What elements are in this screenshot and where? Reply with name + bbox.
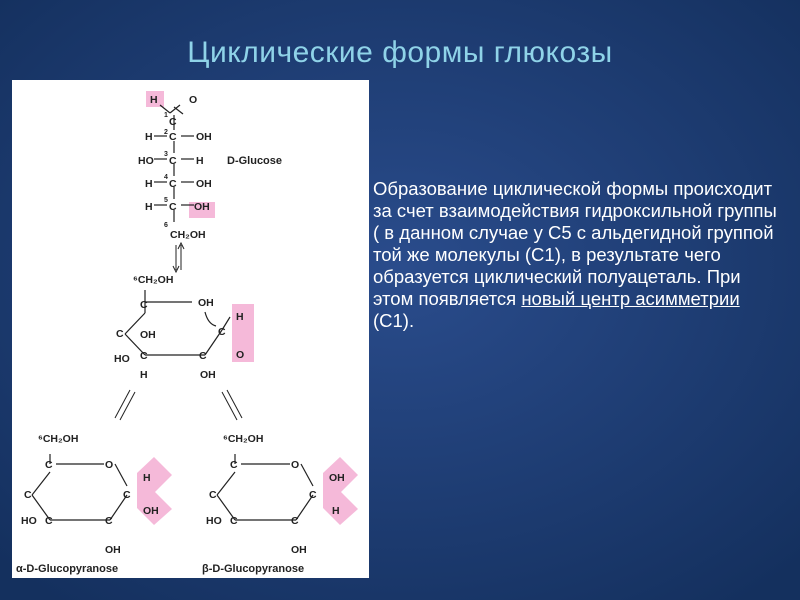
atom-o: O — [105, 459, 114, 471]
beta-glucopyranose-label: β-D-Glucopyranose — [202, 563, 305, 575]
atom-oh: OH — [329, 472, 345, 484]
atom-c4: C — [24, 489, 32, 501]
atom-h: H — [236, 311, 244, 323]
atom-o: O — [291, 459, 300, 471]
atom-oh: OH — [194, 201, 210, 213]
atom-h: H — [196, 155, 204, 167]
glucose-structures-figure — [12, 80, 369, 578]
atom-ho: HO — [206, 515, 222, 527]
atom-ch2oh-6: ⁶CH₂OH — [133, 274, 174, 286]
atom-oh: OH — [198, 297, 214, 309]
atom-oh: OH — [196, 131, 212, 143]
atom-ch2oh-6: ⁶CH₂OH — [38, 433, 79, 445]
asymmetry-center-link[interactable]: новый центр асимметрии — [521, 288, 740, 309]
carbon-number-6: 6 — [164, 222, 168, 229]
atom-ho: HO — [21, 515, 37, 527]
atom-c3: C — [230, 515, 238, 527]
atom-oh: OH — [291, 544, 307, 556]
description-end: (С1). — [373, 310, 415, 331]
atom-h: H — [332, 505, 340, 517]
atom-oh: OH — [105, 544, 121, 556]
carbon-number-3: 3 — [164, 151, 168, 158]
atom-c4: C — [116, 328, 124, 340]
atom-c4: C — [169, 178, 177, 190]
atom-c2: C — [105, 515, 113, 527]
atom-oh: OH — [196, 178, 212, 190]
atom-oh: OH — [143, 505, 159, 517]
atom-ch2oh: CH₂OH — [170, 229, 206, 241]
atom-c5: C — [230, 459, 238, 471]
carbon-number-1: 1 — [164, 112, 168, 119]
atom-h: H — [145, 131, 153, 143]
atom-ho: HO — [138, 155, 154, 167]
atom-c2: C — [291, 515, 299, 527]
description-main: Образование циклической формы происходит за счет взаимодействия гидроксильной группы ( в данном случае у С5 с альдегидной группой той же молекулы (С1), в результате чего образуется циклический полуацеталь. При этом появляется — [373, 178, 777, 309]
atom-h: H — [143, 472, 151, 484]
atom-h: H — [150, 94, 158, 106]
atom-c3: C — [140, 350, 148, 362]
linear-glucose-labels — [138, 94, 282, 241]
atom-ch2oh-6: ⁶CH₂OH — [223, 433, 264, 445]
description-text — [373, 178, 783, 332]
atom-h: H — [145, 178, 153, 190]
atom-c2: C — [169, 131, 177, 143]
atom-o: O — [189, 94, 198, 106]
atom-c4: C — [209, 489, 217, 501]
atom-o: O — [236, 349, 245, 361]
atom-c3: C — [169, 155, 177, 167]
d-glucose-label: D-Glucose — [227, 155, 283, 167]
carbon-number-4: 4 — [164, 174, 168, 181]
atom-oh: OH — [140, 329, 156, 341]
atom-ho: HO — [114, 353, 130, 365]
alpha-glucopyranose-label: α-D-Glucopyranose — [16, 563, 119, 575]
atom-c1: C — [169, 116, 177, 128]
atom-c3: C — [45, 515, 53, 527]
atom-c5: C — [45, 459, 53, 471]
carbon-number-5: 5 — [164, 197, 168, 204]
atom-c1: C — [123, 489, 131, 501]
slide-title: Циклические формы глюкозы — [187, 36, 613, 69]
atom-oh: OH — [200, 369, 216, 381]
atom-h: H — [140, 369, 148, 381]
atom-c1: C — [218, 326, 226, 338]
atom-c2: C — [199, 350, 207, 362]
atom-c5: C — [169, 201, 177, 213]
atom-h: H — [145, 201, 153, 213]
atom-c5: C — [140, 299, 148, 311]
carbon-number-2: 2 — [164, 129, 168, 136]
atom-c1: C — [309, 489, 317, 501]
intermediate-labels — [114, 274, 244, 381]
